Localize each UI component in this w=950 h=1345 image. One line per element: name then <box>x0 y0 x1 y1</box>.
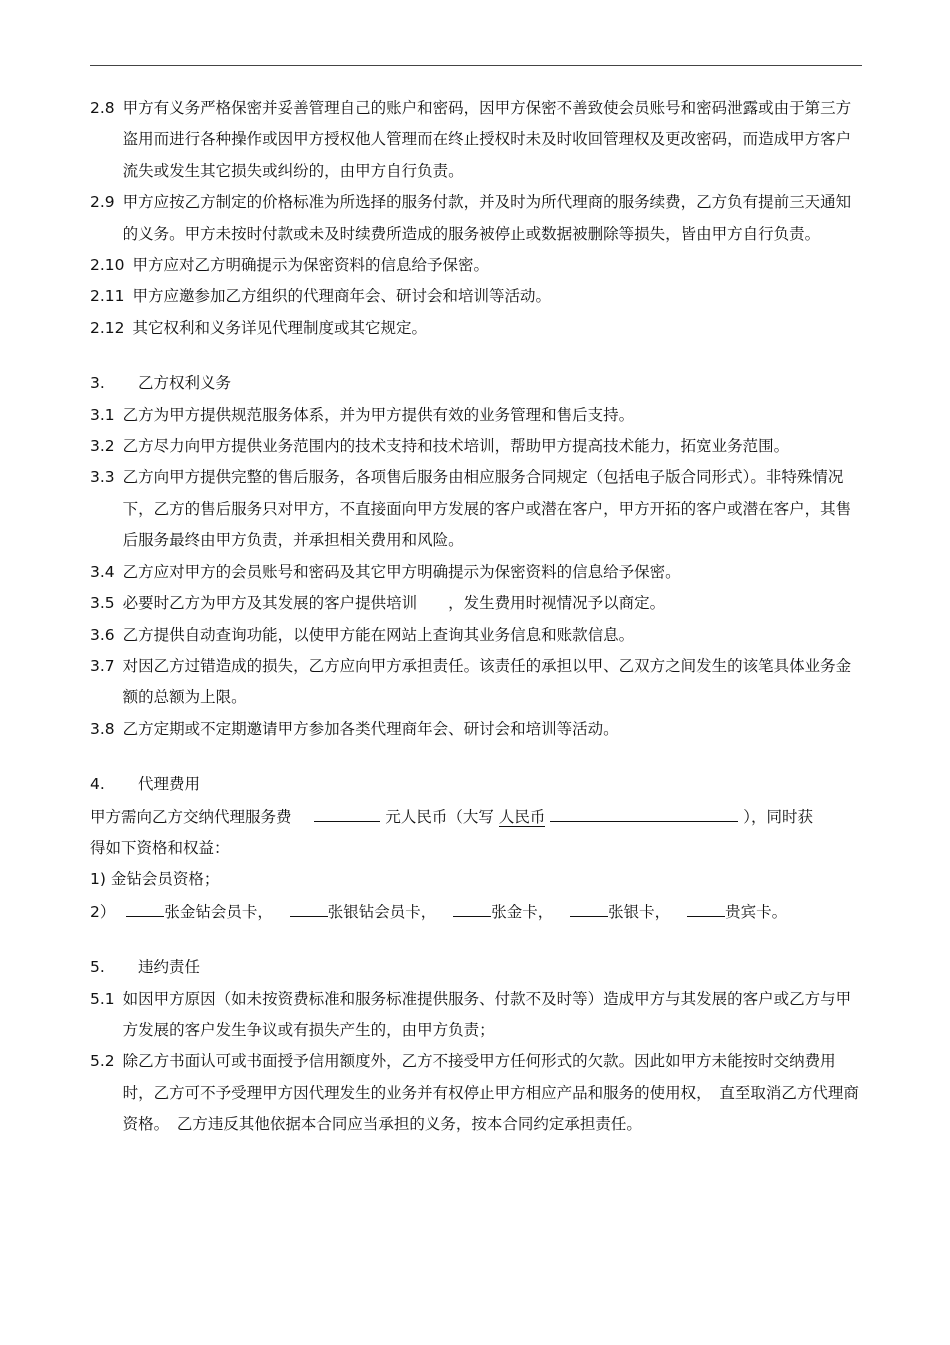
clause-3-2 <box>90 431 860 462</box>
section-title: 代理费用 <box>138 775 201 794</box>
clause-text: 对因乙方过错造成的损失，乙方应向甲方承担责任。该责任的承担以甲、乙双方之间发生的该笔具体业务金额的总额为上限。 <box>122 656 852 707</box>
clause-text: 甲方应对乙方明确提示为保密资料的信息给予保密。 <box>132 256 490 275</box>
section-3-items <box>90 400 860 745</box>
section-title: 乙方权利义务 <box>138 374 232 393</box>
clause-number: 3.3 <box>90 468 115 487</box>
clause-text: 甲方应邀参加乙方组织的代理商年会、研讨会和培训等活动。 <box>132 287 552 306</box>
clause-3-3 <box>90 462 860 556</box>
clause-number: 5.1 <box>90 989 115 1008</box>
clause-text: 甲方应按乙方制定的价格标准为所选择的服务付款，并及时为所代理商的服务续费，乙方负有提前三天通知的义务。甲方未按时付款或未及时续费所造成的服务被停止或数据被删除等损失，皆由甲方自行负责。 <box>122 193 852 243</box>
clause-3-1 <box>90 400 860 431</box>
clause-2-10 <box>90 250 860 281</box>
clause-2-8 <box>90 93 860 187</box>
clause-number: 3.8 <box>90 719 115 738</box>
fee-unit: 元人民币（大写 <box>385 807 494 826</box>
clause-text: 其它权利和义务详见代理制度或其它规定。 <box>132 318 428 337</box>
clause-text: 必要时乙方为甲方及其发展的客户提供培训 ，发生费用时视情况予以商定。 <box>122 594 666 613</box>
clause-number: 2.9 <box>90 193 115 212</box>
section-number: 4. <box>90 775 105 794</box>
section-gap <box>90 344 860 368</box>
section-2-items <box>90 93 860 344</box>
section-number: 5. <box>90 958 105 977</box>
clause-number: 3.5 <box>90 594 115 613</box>
header-rule <box>90 65 862 66</box>
silver-diamond-card-count-blank[interactable] <box>290 896 328 917</box>
fee-upper-label: 人民币 <box>498 807 546 826</box>
clause-3-8 <box>90 714 860 745</box>
vip-card-count-blank[interactable] <box>687 896 725 917</box>
section-3-heading <box>90 368 860 399</box>
clause-3-6 <box>90 620 860 651</box>
clause-number: 2.11 <box>90 287 125 306</box>
clause-number: 2.12 <box>90 318 125 337</box>
silver-card-label: 张银卡， <box>608 902 671 921</box>
clause-number: 3.4 <box>90 562 115 581</box>
clause-3-7 <box>90 651 860 714</box>
section-5-heading <box>90 952 860 983</box>
benefit-item-2 <box>90 896 860 928</box>
fee-line-2: 得如下资格和权益： <box>90 838 230 857</box>
clause-text: 乙方应对甲方的会员账号和密码及其它甲方明确提示为保密资料的信息给予保密。 <box>122 562 681 581</box>
clause-number: 3.1 <box>90 405 115 424</box>
section-4-heading <box>90 769 860 800</box>
clause-3-5 <box>90 588 860 619</box>
clause-2-11 <box>90 281 860 312</box>
clause-number: 2.10 <box>90 256 125 275</box>
clause-number: 2.8 <box>90 99 115 117</box>
clause-2-9 <box>90 187 860 250</box>
fee-suffix: ），同时获 <box>743 807 813 826</box>
clause-number: 3.2 <box>90 437 115 456</box>
vip-card-label: 贵宾卡。 <box>725 902 788 921</box>
fee-line <box>90 801 860 833</box>
clause-text: 乙方定期或不定期邀请甲方参加各类代理商年会、研讨会和培训等活动。 <box>122 719 619 738</box>
benefit-item-1: 1) 金钻会员资格； <box>90 870 220 889</box>
gold-diamond-card-label: 张金钻会员卡， <box>164 902 273 921</box>
clause-text: 甲方有义务严格保密并妥善管理自己的账户和密码，因甲方保密不善致使会员账号和密码泄露或由于第三方盗用而进行各种操作或因甲方授权他人管理而在终止授权时未及时收回管理权及更改密码，而造成甲方客户流失或发生其它损失或纠纷的，由甲方自行负责。 <box>122 99 852 180</box>
section-gap <box>90 745 860 769</box>
section-number: 3. <box>90 374 105 393</box>
clause-3-4 <box>90 557 860 588</box>
benefit-item-2-prefix: 2） <box>90 902 116 921</box>
gold-card-label: 张金卡， <box>491 902 554 921</box>
clause-5-2 <box>90 1046 860 1140</box>
clause-5-1 <box>90 984 860 1047</box>
clause-text: 如因甲方原因（如未按资费标准和服务标准提供服务、付款不及时等）造成甲方与其发展的客户或乙方与甲方发展的客户发生争议或有损失产生的，由甲方负责； <box>122 989 852 1039</box>
clause-text: 乙方提供自动查询功能，以使甲方能在网站上查询其业务信息和账款信息。 <box>122 625 635 644</box>
clause-number: 5.2 <box>90 1052 115 1071</box>
clause-text: 除乙方书面认可或书面授予信用额度外，乙方不接受甲方任何形式的欠款。因此如甲方未能按时交纳费用时，乙方可不予受理甲方因代理发生的业务并有权停止甲方相应产品和服务的使用权， 直至取消乙方代理商资格。 乙方违反其他依据本合同应当承担的义务，按本合同约定承担责任。 <box>122 1052 859 1134</box>
contract-page <box>90 93 860 1141</box>
fee-amount-blank[interactable] <box>314 801 380 822</box>
clause-2-12 <box>90 313 860 344</box>
gold-diamond-card-count-blank[interactable] <box>126 896 164 917</box>
clause-text: 乙方向甲方提供完整的售后服务，各项售后服务由相应服务合同规定（包括电子版合同形式）。非特殊情况下，乙方的售后服务只对甲方，不直接面向甲方发展的客户或潜在客户，甲方开拓的客户或潜在客户，其售后服务最终由甲方负责，并承担相关费用和风险。 <box>122 468 852 550</box>
gold-card-count-blank[interactable] <box>453 896 491 917</box>
section-5-items <box>90 984 860 1141</box>
clause-text: 乙方为甲方提供规范服务体系，并为甲方提供有效的业务管理和售后支持。 <box>122 405 635 424</box>
section-gap <box>90 928 860 952</box>
silver-card-count-blank[interactable] <box>570 896 608 917</box>
silver-diamond-card-label: 张银钻会员卡， <box>327 902 437 921</box>
clause-text: 乙方尽力向甲方提供业务范围内的技术支持和技术培训，帮助甲方提高技术能力，拓宽业务范围。 <box>122 437 790 456</box>
fee-prefix: 甲方需向乙方交纳代理服务费 <box>90 807 292 826</box>
clause-number: 3.6 <box>90 625 115 644</box>
clause-number: 3.7 <box>90 656 115 675</box>
section-title: 违约责任 <box>138 958 201 977</box>
fee-upper-blank[interactable] <box>550 801 738 822</box>
